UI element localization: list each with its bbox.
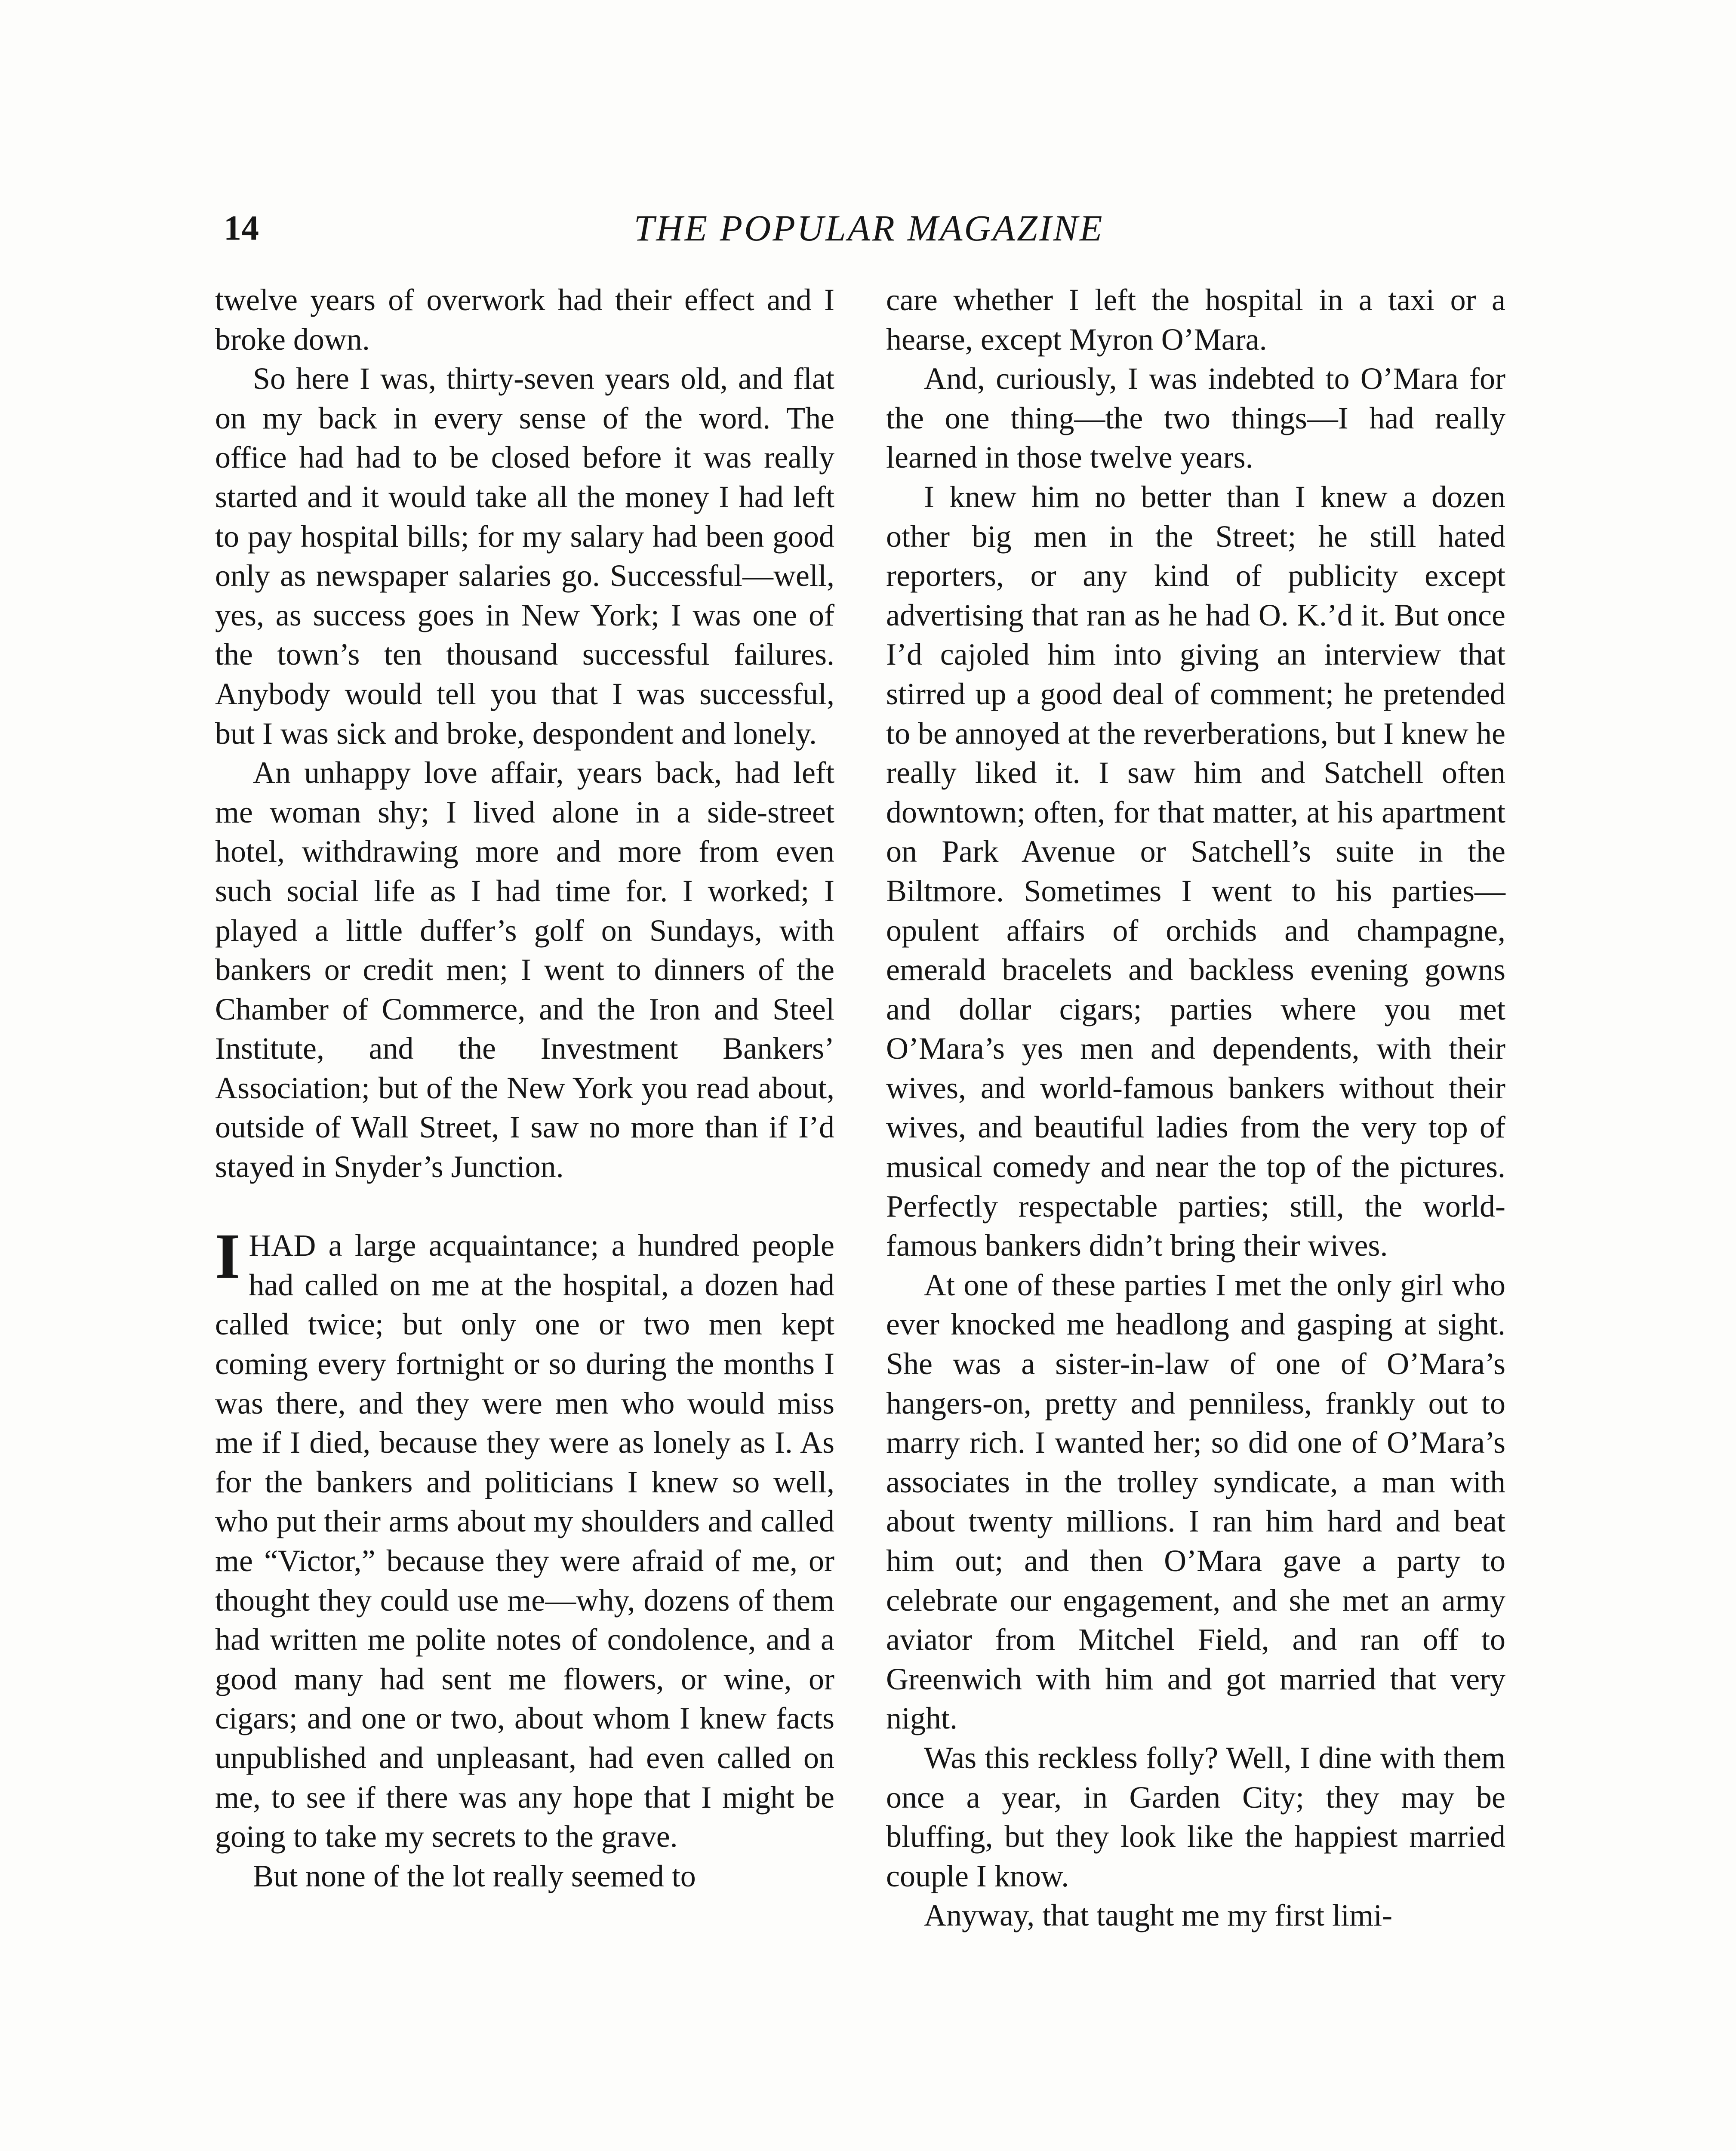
paragraph: So here I was, thirty-seven years old, and flat on my back in every sense of the word. The office had had to be closed before it was really started and it would take all the money I had left to pay hospital bills; for my salary had been good only as newspaper salaries go. Successful—well, yes, as success goes in New York; I was one of the town’s ten thousand successful failures. Anybody would tell you that I was successful, but I was sick and broke, despondent and lonely.: [215, 361, 834, 751]
paragraph: I knew him no better than I knew a dozen other big men in the Street; he still hated reporters, or any kind of publicity except advertising that ran as he had O. K.’d it. But once I’d cajoled him into giving an interview that stirred up a good deal of comment; he pretended to be annoyed at the reverberations, but I knew he really liked it. I saw him and Satchell often downtown; often, for that matter, at his apartment on Park Avenue or Satchell’s suite in the Biltmore. Sometimes I went to his parties—opulent affairs of orchids and champagne, emerald bracelets and backless evening gowns and dollar cigars; parties where you met O’Mara’s yes men and dependents, with their wives, and world-famous bankers without their wives, and beautiful ladies from the very top of musical comedy and near the top of the pictures. Perfectly respectable parties; still, the world-famous bankers didn’t bring their wives.: [886, 479, 1505, 1263]
paragraph: But none of the lot really seemed to: [253, 1858, 696, 1893]
page-header: [215, 202, 1523, 254]
right-column: [886, 280, 1505, 1935]
paragraph: Anyway, that taught me my first limi-: [924, 1898, 1393, 1933]
paragraph: Was this reckless folly? Well, I dine with them once a year, in Garden City; they may be bluffing, but they look like the happiest married couple I know.: [886, 1740, 1505, 1893]
drop-cap: I: [215, 1220, 240, 1292]
section-paragraph: [215, 1220, 834, 1857]
left-column: [215, 280, 834, 1896]
paragraph: And, curiously, I was indebted to O’Mara for the one thing—the two things—I had really learned in those twelve years.: [886, 361, 1505, 475]
paragraph: care whether I left the hospital in a taxi or a hearse, except Myron O’Mara.: [886, 283, 1505, 357]
paragraph: At one of these parties I met the only girl who ever knocked me headlong and gasping at sight. She was a sister-in-law of one of O’Mara’s hangers-on, pretty and penniless, frankly out to marry rich. I wanted her; so did one of O’Mara’s associates in the trolley syndicate, a man with about twenty millions. I ran him hard and beat him out; and then O’Mara gave a party to celebrate our engagement, and she met an army aviator from Mitchel Field, and ran off to Greenwich with him and got married that very night.: [886, 1267, 1505, 1736]
paragraph: twelve years of overwork had their effect and I broke down.: [215, 283, 834, 357]
paragraph: An unhappy love affair, years back, had left me woman shy; I lived alone in a side-street hotel, withdrawing more and more from even such social life as I had time for. I worked; I played a little duffer’s golf on Sundays, with bankers or credit men; I went to dinners of the Chamber of Commerce, and the Iron and Steel Institute, and the Investment Bankers’ Association; but of the New York you read about, outside of Wall Street, I saw no more than if I’d stayed in Snyder’s Junction.: [215, 755, 834, 1184]
paragraph-text: HAD a large acquaintance; a hundred people had called on me at the hospital, a dozen had called twice; but only one or two men kept coming every fortnight or so during the months I was there, and they were men who would miss me if I died, because they were as lonely as I. As for the bankers and politicians I knew so well, who put their arms about my shoulders and called me “Victor,” because they were afraid of me, or thought they could use me—why, dozens of them had written me polite notes of condolence, and a good many had sent me flowers, or wine, or cigars; and one or two, about whom I knew facts unpublished and unpleasant, had even called on me, to see if there was any hope that I might be going to take my secrets to the grave.: [215, 1228, 834, 1854]
page-number: 14: [224, 208, 259, 247]
magazine-title: THE POPULAR MAGAZINE: [634, 207, 1104, 249]
